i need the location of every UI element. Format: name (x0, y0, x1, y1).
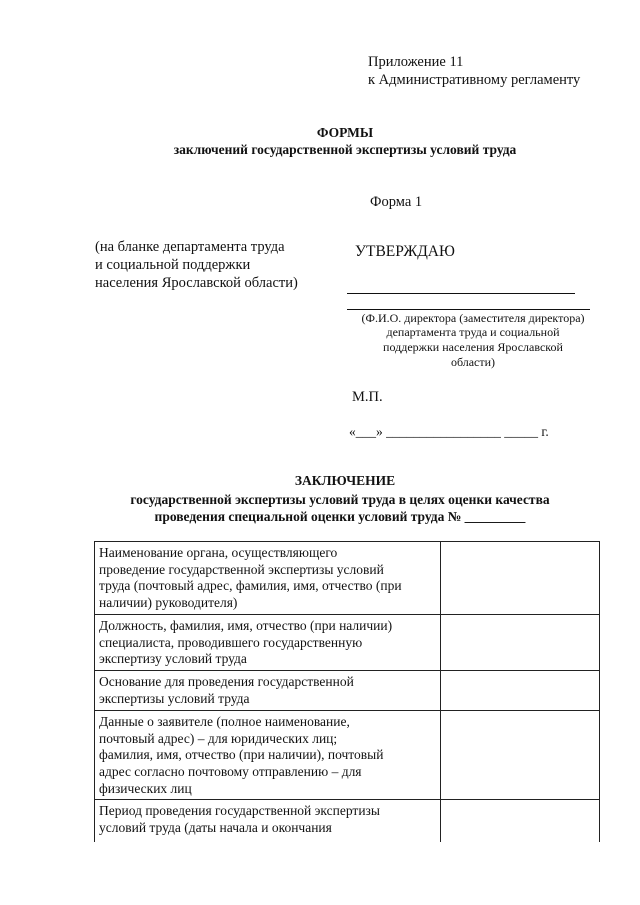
table-row (95, 800, 600, 842)
signature-line-1 (347, 293, 575, 294)
row-label-line: экспертизы условий труда (99, 690, 250, 706)
forms-title: ФОРМЫ (316, 125, 374, 140)
form-number-label: Форма 1 (370, 194, 423, 210)
row-label-line: Данные о заявителе (полное наименование, (99, 714, 350, 729)
blank-note-line-3: населения Ярославской области) (95, 275, 298, 291)
table-row (95, 671, 600, 711)
forms-subtitle: заключений государственной экспертизы условий труда (173, 142, 517, 157)
row-label-cell (95, 542, 441, 615)
appendix-line-1: Приложение 11 (368, 54, 464, 70)
row-label-cell (95, 800, 441, 842)
row-value-cell[interactable] (441, 615, 600, 671)
row-label-cell (95, 671, 441, 711)
row-value-cell[interactable] (441, 542, 600, 615)
blank-note-line-1: (на бланке департамента труда (95, 239, 285, 255)
table-row (95, 615, 600, 671)
row-value-cell[interactable] (441, 711, 600, 800)
approve-title: УТВЕРЖДАЮ (355, 243, 455, 260)
approval-date-line: «___» _________________ _____ г. (349, 424, 549, 439)
row-label-line: адрес согласно почтовому отправлению – для (99, 764, 362, 780)
seal-label: М.П. (352, 389, 383, 405)
row-label-cell (95, 711, 441, 800)
conclusion-subtitle-line-2: проведения специальной оценки условий труда № _________ (154, 509, 526, 524)
table-row (95, 542, 600, 615)
signature-line-2 (347, 309, 590, 310)
row-label-line: проведение государственной экспертизы условий (99, 561, 384, 577)
row-label-line: физических лиц (99, 780, 192, 796)
row-value-cell[interactable] (441, 671, 600, 711)
row-value-cell[interactable] (441, 800, 600, 842)
signature-caption-line-4: области) (450, 355, 496, 369)
row-label-line: фамилия, имя, отчество (при наличии), почтовый (99, 747, 384, 763)
row-label-line: труда (почтовый адрес, фамилия, имя, отчество (при (99, 578, 402, 594)
row-label-line: наличии) руководителя) (99, 595, 238, 611)
row-label-line: Должность, фамилия, имя, отчество (при наличии) (99, 618, 393, 633)
blank-note-line-2: и социальной поддержки (95, 257, 251, 273)
conclusion-form-table (94, 541, 600, 842)
signature-caption-line-2: департамента труда и социальной (386, 325, 560, 339)
row-label-line: Наименование органа, осуществляющего (99, 545, 338, 560)
row-label-cell (95, 615, 441, 671)
conclusion-title: ЗАКЛЮЧЕНИЕ (294, 473, 396, 488)
row-label-line: почтовый адрес) – для юридических лиц; (99, 730, 338, 746)
signature-caption-line-3: поддержки населения Ярославской (383, 340, 563, 354)
row-label-line: экспертизу условий труда (99, 651, 247, 667)
row-label-line: Период проведения государственной экспертизы (99, 803, 380, 818)
row-label-line: специалиста, проводившего государственную (99, 634, 363, 650)
table-row (95, 711, 600, 800)
row-label-line: условий труда (даты начала и окончания (99, 819, 332, 835)
signature-caption-line-1: (Ф.И.О. директора (заместителя директора) (361, 311, 585, 325)
conclusion-subtitle-line-1: государственной экспертизы условий труда в целях оценки качества (130, 492, 550, 507)
appendix-line-2: к Административному регламенту (368, 72, 581, 88)
row-label-line: Основание для проведения государственной (99, 674, 354, 689)
